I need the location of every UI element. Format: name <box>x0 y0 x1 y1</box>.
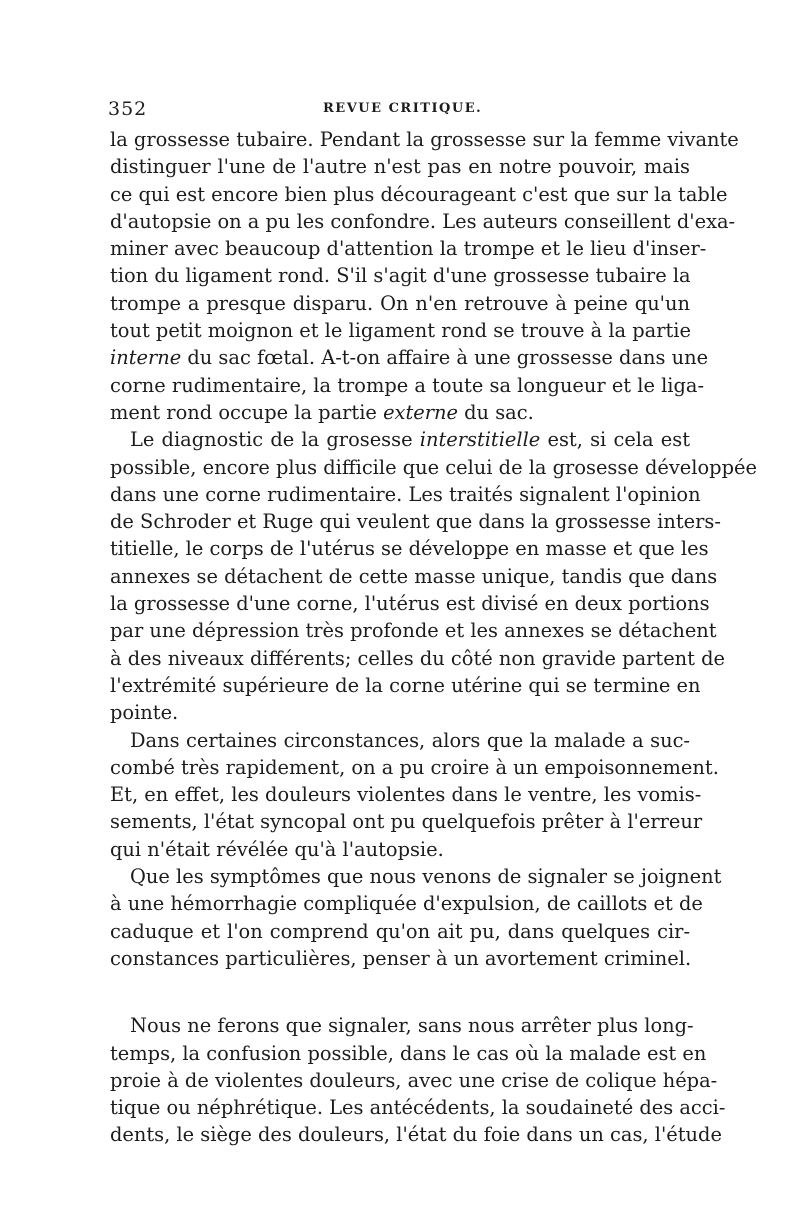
text-line: constances particulières, penser à un avortement criminel. <box>110 946 692 970</box>
paragraph-4 <box>110 863 722 972</box>
text-line: Nous ne ferons que signaler, sans nous arrêter plus long- <box>130 1014 694 1038</box>
text-line: ce qui est encore bien plus décourageant c'est que sur la table <box>110 182 728 206</box>
text-line: la grossesse d'une corne, l'utérus est divisé en deux portions <box>110 592 710 616</box>
text-line: sements, l'état syncopal ont pu quelquefois prêter à l'erreur <box>110 810 703 834</box>
text-line: caduque et l'on comprend qu'on ait pu, dans quelques cir- <box>110 919 690 943</box>
text-line <box>110 426 690 453</box>
text-line: d'autopsie on a pu les confondre. Les auteurs conseillent d'exa- <box>110 209 736 233</box>
page-number: 352 <box>108 98 148 120</box>
text-line: Que les symptômes que nous venons de signaler se joignent <box>130 865 722 889</box>
text-line: l'extrémité supérieure de la corne utérine qui se termine en <box>110 673 701 697</box>
running-head: REVUE CRITIQUE. <box>323 101 483 116</box>
paragraph-1 <box>110 126 739 426</box>
paragraph-5 <box>110 1012 726 1148</box>
text-line: proie à de violentes douleurs, avec une crise de colique hépa- <box>110 1068 718 1092</box>
text-line: tion du ligament rond. S'il s'agit d'une grossesse tubaire la <box>110 264 691 288</box>
text-line: par une dépression très profonde et les annexes se détachent <box>110 619 717 643</box>
text-line: Dans certaines circonstances, alors que la malade a suc- <box>130 728 690 752</box>
paragraph-2 <box>110 426 757 726</box>
text-span: du sac fœtal. A-t-on affaire à une grossesse dans une <box>181 346 709 370</box>
text-line <box>110 344 709 371</box>
text-span: est, si cela est <box>540 428 690 452</box>
text-line: qui n'était révélée qu'à l'autopsie. <box>110 837 444 861</box>
text-line: dans une corne rudimentaire. Les traités signalent l'opinion <box>110 482 701 506</box>
text-span: du sac. <box>457 400 534 424</box>
text-line: temps, la confusion possible, dans le cas où la malade est en <box>110 1041 707 1065</box>
body-text <box>110 126 757 1149</box>
paragraph-3 <box>110 727 719 863</box>
text-line: corne rudimentaire, la trompe a toute sa longueur et le liga- <box>110 373 705 397</box>
italic-term: interne <box>110 346 182 370</box>
text-line: possible, encore plus difficile que celui de la grosesse développée <box>110 455 757 479</box>
italic-term: externe <box>383 400 458 424</box>
text-line: combé très rapidement, on a pu croire à un empoisonnement. <box>110 755 719 779</box>
text-span: ment rond occupe la partie <box>110 400 384 424</box>
text-line: tique ou néphrétique. Les antécédents, la soudaineté des acci- <box>110 1096 726 1120</box>
text-line: dents, le siège des douleurs, l'état du foie dans un cas, l'étude <box>110 1123 722 1147</box>
text-line <box>110 399 690 426</box>
text-line: tout petit moignon et le ligament rond se trouve à la partie <box>110 319 691 343</box>
text-line: de Schroder et Ruge qui veulent que dans la grossesse inters- <box>110 510 721 534</box>
text-line: titielle, le corps de l'utérus se développe en masse et que les <box>110 537 709 561</box>
text-line: distinguer l'une de l'autre n'est pas en notre pouvoir, mais <box>110 155 690 179</box>
text-line: Et, en effet, les douleurs violentes dans le ventre, les vomis- <box>110 783 702 807</box>
text-line: la grossesse tubaire. Pendant la grossesse sur la femme vivante <box>110 128 739 151</box>
text-line: pointe. <box>110 701 179 725</box>
text-line: miner avec beaucoup d'attention la trompe et le lieu d'inser- <box>110 237 707 261</box>
page-header <box>108 98 688 124</box>
section-gap <box>110 972 690 1012</box>
text-line: à des niveaux différents; celles du côté non gravide partent de <box>110 646 725 670</box>
text-span: Le diagnostic de la grosesse <box>130 428 420 452</box>
text-line: à une hémorrhagie compliquée d'expulsion, de caillots et de <box>110 892 703 916</box>
italic-term: interstitielle <box>419 428 541 452</box>
text-line: annexes se détachent de cette masse unique, tandis que dans <box>110 564 718 588</box>
text-line: trompe a presque disparu. On n'en retrouve à peine qu'un <box>110 291 690 315</box>
